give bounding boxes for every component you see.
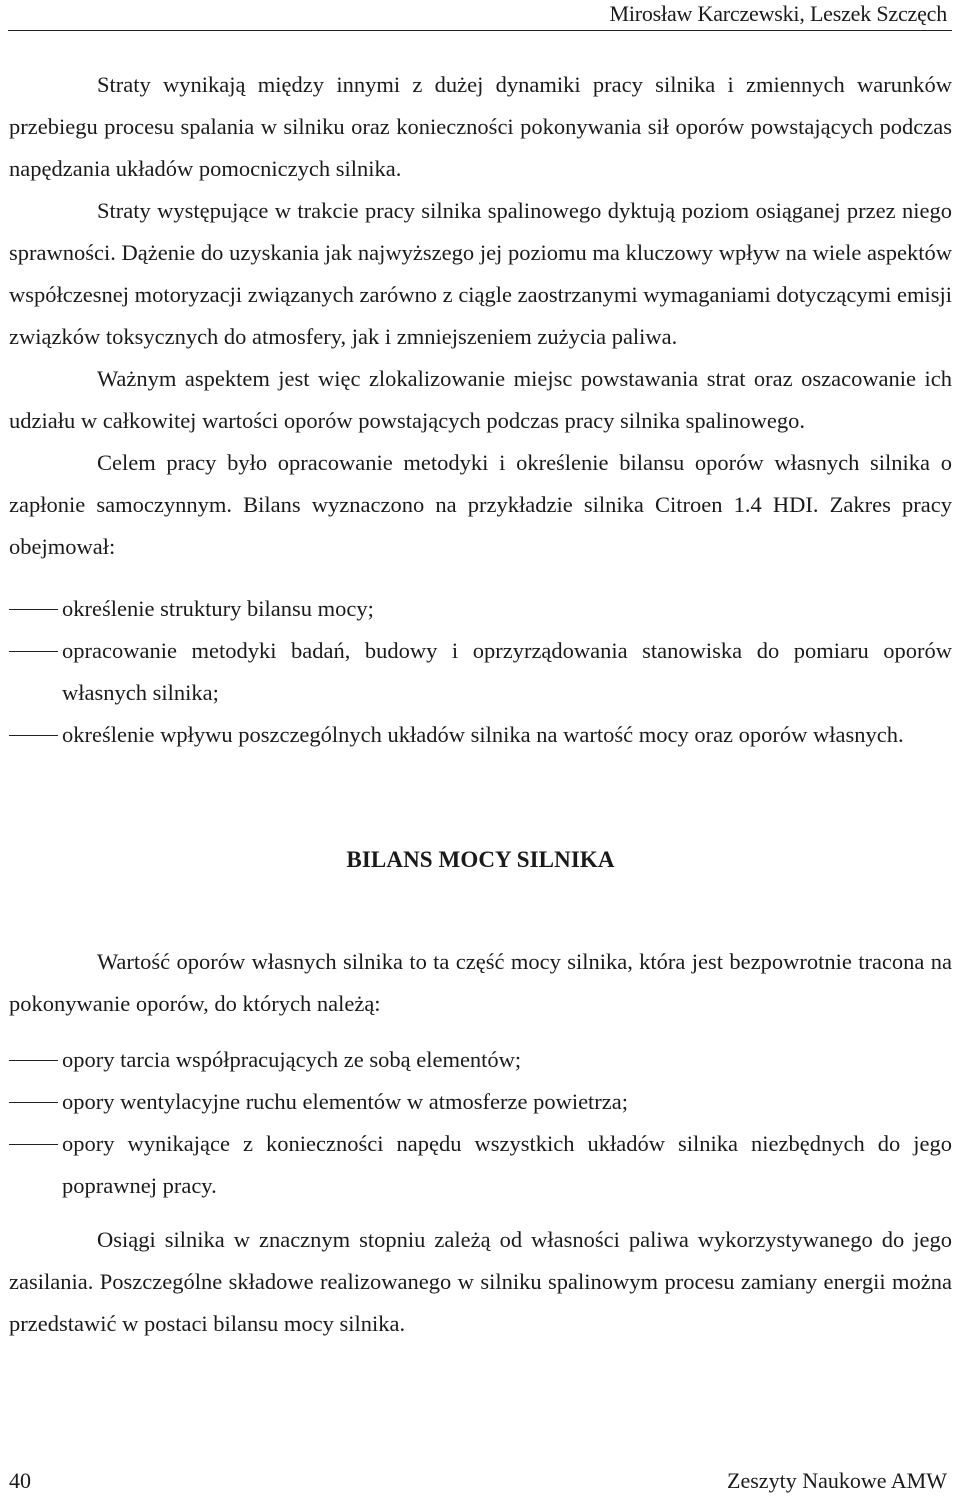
- page-number: 40: [9, 1468, 31, 1493]
- list-item: określenie wpływu poszczególnych układów silnika na wartość mocy oraz oporów własnych.: [9, 714, 952, 756]
- paragraph: Straty występujące w trakcie pracy silnika spalinowego dyktują poziom osiąganej przez niego sprawności. Dążenie do uzyskania jak najwyższego jej poziomu ma kluczowy wpływ na wiele aspektów współczesnej motoryzacji związanych zarówno z ciągle zaostrzanymi wymaganiami dotyczącymi emisji związków toksycznych do atmosfery, jak i zmniejszeniem zużycia paliwa.: [9, 198, 952, 349]
- scope-list: [9, 588, 952, 756]
- journal-name: Zeszyty Naukowe AMW: [727, 1468, 947, 1493]
- paragraph: Osiągi silnika w znacznym stopniu zależą od własności paliwa wykorzystywanego do jego zasilania. Poszczególne składowe realizowanego w silniku spalinowym procesu zamiany energii można przedstawić w postaci bilansu mocy silnika.: [9, 1227, 952, 1336]
- running-header: [8, 0, 952, 31]
- list-item: opory wentylacyjne ruchu elementów w atmosferze powietrza;: [9, 1081, 952, 1123]
- paragraph: Celem pracy było opracowanie metodyki i określenie bilansu oporów własnych silnika o zapłonie samoczynnym. Bilans wyznaczono na przykładzie silnika Citroen 1.4 HDI. Zakres pracy obejmował:: [9, 450, 952, 559]
- section-heading: BILANS MOCY SILNIKA: [346, 847, 615, 872]
- paragraph: Straty wynikają między innymi z dużej dynamiki pracy silnika i zmiennych warunków przebiegu procesu spalania w silniku oraz konieczności pokonywania sił oporów powstających podczas napędzania układów pomocniczych silnika.: [9, 72, 952, 181]
- paragraph: Ważnym aspektem jest więc zlokalizowanie miejsc powstawania strat oraz oszacowanie ich udziału w całkowitej wartości oporów powstających podczas pracy silnika spalinowego.: [9, 366, 952, 433]
- paragraph: Wartość oporów własnych silnika to ta część mocy silnika, która jest bezpowrotnie tracona na pokonywanie oporów, do których należą:: [9, 949, 952, 1016]
- resistances-list: [9, 1039, 952, 1207]
- header-authors: Mirosław Karczewski, Leszek Szczęch: [609, 1, 947, 26]
- body-text: [9, 64, 952, 1345]
- list-item: opracowanie metodyki badań, budowy i oprzyrządowania stanowiska do pomiaru oporów własnych silnika;: [9, 630, 952, 714]
- list-item: określenie struktury bilansu mocy;: [9, 588, 952, 630]
- list-item: opory wynikające z konieczności napędu wszystkich układów silnika niezbędnych do jego poprawnej pracy.: [9, 1123, 952, 1207]
- list-item: opory tarcia współpracujących ze sobą elementów;: [9, 1039, 952, 1081]
